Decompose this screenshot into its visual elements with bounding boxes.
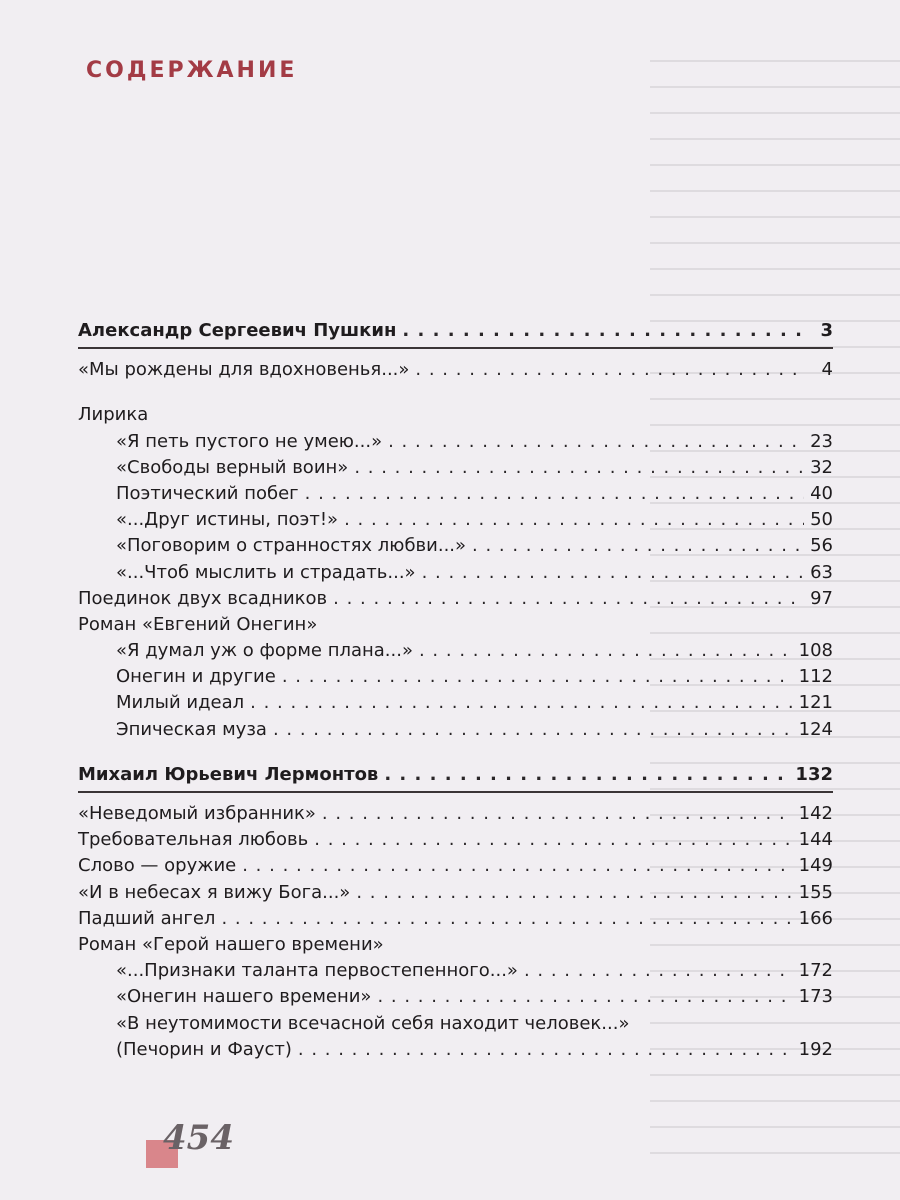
toc-entry bbox=[78, 357, 833, 383]
toc-entry-title: «Я петь пустого не умею...» bbox=[116, 430, 383, 452]
toc-entry bbox=[78, 481, 833, 507]
table-of-contents bbox=[78, 318, 833, 1063]
toc-page-number: 40 bbox=[810, 482, 833, 504]
toc-heading-row bbox=[78, 402, 833, 428]
toc-page-number: 56 bbox=[810, 535, 833, 557]
dot-leader bbox=[314, 827, 792, 853]
toc-entry-title: «В неутомимости всечасной себя находит человек...» bbox=[116, 1012, 630, 1034]
toc-entry bbox=[78, 586, 833, 612]
toc-entry bbox=[78, 690, 833, 716]
toc-page-number: 121 bbox=[798, 692, 833, 714]
page-number: 454 bbox=[163, 1118, 234, 1158]
toc-entry-title: «...Чтоб мыслить и страдать...» bbox=[116, 561, 416, 583]
toc-entry-title: Падший ангел bbox=[78, 907, 216, 929]
toc-entry-title: Лирика bbox=[78, 404, 149, 426]
toc-entry-title: Эпическая муза bbox=[116, 718, 267, 740]
toc-entry-title: «Онегин нашего времени» bbox=[116, 986, 372, 1008]
dot-leader bbox=[221, 906, 792, 932]
dot-leader bbox=[415, 357, 807, 383]
toc-page-number: 23 bbox=[810, 430, 833, 452]
toc-page-number: 144 bbox=[798, 829, 833, 851]
toc-author-row bbox=[78, 762, 833, 788]
toc-page-number: 112 bbox=[798, 666, 833, 688]
dot-leader bbox=[333, 586, 804, 612]
section-divider bbox=[78, 791, 833, 793]
dot-leader bbox=[356, 880, 792, 906]
toc-page-number: 4 bbox=[821, 359, 833, 381]
toc-entry-title: Поэтический побег bbox=[116, 482, 299, 504]
toc-entry-title: Милый идеал bbox=[116, 692, 245, 714]
page-title: СОДЕРЖАНИЕ bbox=[86, 58, 298, 83]
dot-leader bbox=[282, 664, 793, 690]
toc-entry bbox=[78, 853, 833, 879]
dot-leader bbox=[419, 638, 793, 664]
toc-entry-title: «...Друг истины, поэт!» bbox=[116, 509, 339, 531]
toc-entry-title: Поединок двух всадников bbox=[78, 587, 328, 609]
toc-entry-title: «Мы рождены для вдохновенья...» bbox=[78, 359, 410, 381]
toc-page-number: 149 bbox=[798, 855, 833, 877]
dot-leader bbox=[422, 560, 805, 586]
dot-leader bbox=[242, 853, 792, 879]
dot-leader bbox=[344, 507, 804, 533]
dot-leader bbox=[384, 762, 789, 788]
toc-entry bbox=[78, 429, 833, 455]
toc-entry-title: «Я думал уж о форме плана...» bbox=[116, 640, 413, 662]
toc-entry-title: Роман «Евгений Онегин» bbox=[78, 613, 318, 635]
toc-entry bbox=[78, 1011, 833, 1037]
toc-page-number: 132 bbox=[795, 763, 833, 785]
toc-page-number: 172 bbox=[798, 960, 833, 982]
toc-heading-row bbox=[78, 932, 833, 958]
toc-page-number: 192 bbox=[798, 1038, 833, 1060]
toc-page-number: 63 bbox=[810, 561, 833, 583]
dot-leader bbox=[322, 801, 793, 827]
toc-page-number: 108 bbox=[798, 640, 833, 662]
toc-page-number: 97 bbox=[810, 587, 833, 609]
dot-leader bbox=[388, 429, 804, 455]
toc-entry-title: «...Признаки таланта первостепенного...» bbox=[116, 960, 518, 982]
toc-entry bbox=[78, 717, 833, 743]
dot-leader bbox=[402, 318, 807, 344]
toc-entry-title: Слово — оружие bbox=[78, 855, 237, 877]
dot-leader bbox=[273, 717, 793, 743]
dot-leader bbox=[524, 958, 793, 984]
toc-entry-title: «Неведомый избранник» bbox=[78, 803, 316, 824]
toc-entry-title: Требовательная любовь bbox=[78, 829, 309, 851]
toc-page-number: 124 bbox=[798, 718, 833, 740]
dot-leader bbox=[298, 1037, 793, 1063]
toc-entry-title: (Печорин и Фауст) bbox=[116, 1038, 292, 1060]
toc-page-number: 142 bbox=[798, 803, 833, 824]
dot-leader bbox=[377, 984, 792, 1010]
toc-entry-title: Онегин и другие bbox=[116, 666, 276, 688]
toc-page-number: 3 bbox=[820, 320, 833, 341]
toc-entry bbox=[78, 827, 833, 853]
toc-entry-title: Роман «Герой нашего времени» bbox=[78, 933, 384, 955]
toc-entry-title: Александр Сергеевич Пушкин bbox=[78, 320, 397, 341]
toc-entry bbox=[78, 880, 833, 906]
toc-entry-title: «И в небесах я вижу Бога...» bbox=[78, 881, 351, 903]
toc-entry bbox=[78, 455, 833, 481]
toc-entry bbox=[78, 984, 833, 1010]
toc-entry bbox=[78, 507, 833, 533]
toc-spacer bbox=[78, 383, 833, 402]
toc-entry bbox=[78, 638, 833, 664]
toc-entry-title: Михаил Юрьевич Лермонтов bbox=[78, 763, 379, 785]
dot-leader bbox=[354, 455, 804, 481]
toc-entry bbox=[78, 664, 833, 690]
toc-page-number: 50 bbox=[810, 509, 833, 531]
toc-heading-row bbox=[78, 612, 833, 638]
toc-spacer bbox=[78, 743, 833, 762]
toc-entry bbox=[78, 533, 833, 559]
dot-leader bbox=[250, 690, 793, 716]
toc-page-number: 32 bbox=[810, 456, 833, 478]
section-divider bbox=[78, 347, 833, 349]
toc-entry bbox=[78, 958, 833, 984]
toc-entry-title: «Свободы верный воин» bbox=[116, 456, 349, 478]
toc-page-number: 155 bbox=[798, 881, 833, 903]
toc-entry-title: «Поговорим о странностях любви...» bbox=[116, 535, 467, 557]
dot-leader bbox=[472, 533, 804, 559]
toc-page-number: 173 bbox=[798, 986, 833, 1008]
toc-entry bbox=[78, 801, 833, 827]
toc-entry bbox=[78, 1037, 833, 1063]
toc-entry bbox=[78, 906, 833, 932]
toc-author-row bbox=[78, 318, 833, 344]
dot-leader bbox=[305, 481, 804, 507]
toc-entry bbox=[78, 560, 833, 586]
toc-page-number: 166 bbox=[798, 907, 833, 929]
